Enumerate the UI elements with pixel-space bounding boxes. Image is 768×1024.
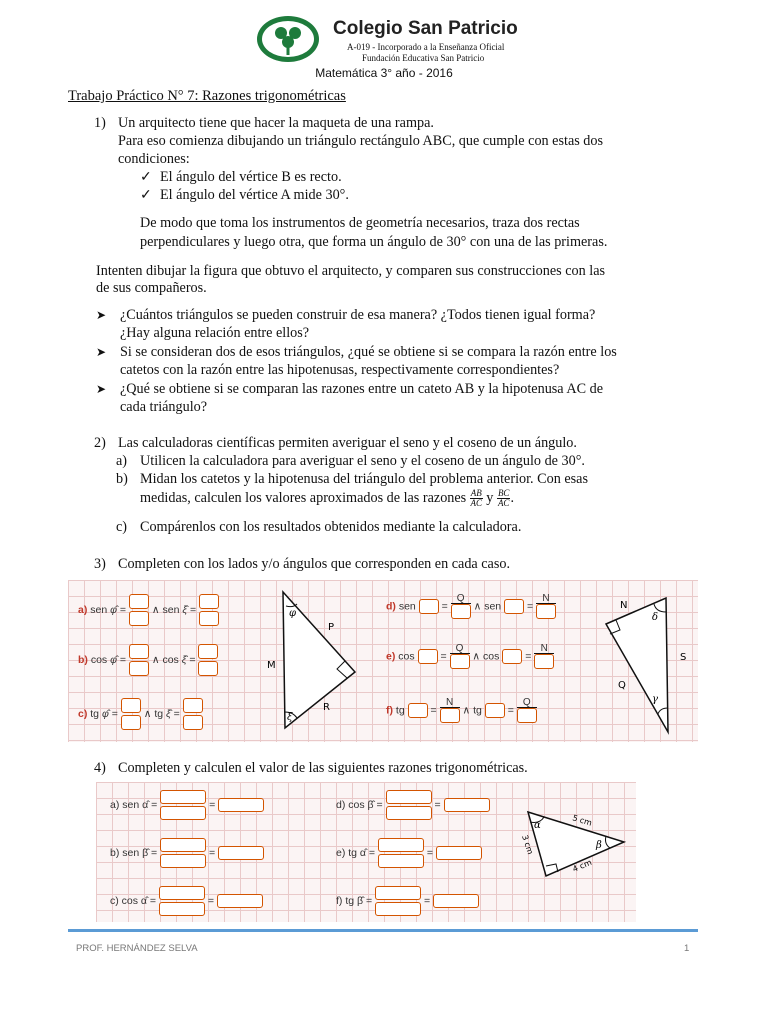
q1-intro2: de sus compañeros. xyxy=(96,280,207,296)
answer-box[interactable] xyxy=(375,902,421,916)
answer-box[interactable] xyxy=(129,661,149,676)
q1-line1: Un arquitecto tiene que hacer la maqueta de una rampa. xyxy=(118,115,434,131)
q4-row-a: a) sen α̂ = = xyxy=(110,790,264,820)
answer-box[interactable] xyxy=(440,708,460,723)
answer-box[interactable] xyxy=(183,715,203,730)
svg-text:N: N xyxy=(620,600,628,611)
q1-line2: Para eso comienza dibujando un triángulo rectángulo ABC, que cumple con estas dos xyxy=(118,133,604,149)
answer-box[interactable] xyxy=(375,886,421,900)
svg-text:ξ: ξ xyxy=(287,712,293,723)
exercise4-worksheet xyxy=(96,782,636,922)
answer-box[interactable] xyxy=(159,902,205,916)
q1-para2: perpendiculares y luego otra, que forma un ángulo de 30° con una de las primeras. xyxy=(140,234,608,250)
answer-box[interactable] xyxy=(159,886,205,900)
arrow-bullet-icon: ➤ xyxy=(96,345,107,359)
answer-box[interactable] xyxy=(217,894,263,908)
fraction-bc-ac: $\frac{BC}{AC}$ xyxy=(497,488,510,508)
q1-para1: De modo que toma los instrumentos de geometría necesarios, traza dos rectas xyxy=(140,215,580,231)
answer-box[interactable] xyxy=(160,838,206,852)
arrow-bullet-icon: ➤ xyxy=(96,382,107,396)
svg-text:Q: Q xyxy=(618,680,626,691)
answer-box[interactable] xyxy=(419,599,439,614)
answer-box[interactable] xyxy=(160,790,206,804)
triangle-alpha-beta-diagram xyxy=(516,802,631,884)
svg-text:P: P xyxy=(328,622,335,633)
answer-box[interactable] xyxy=(218,846,264,860)
answer-box[interactable] xyxy=(378,838,424,852)
page-title: Trabajo Práctico N° 7: Razones trigonométricas xyxy=(68,88,346,104)
answer-box[interactable] xyxy=(451,604,471,619)
answer-box[interactable] xyxy=(160,854,206,868)
q1-bullet3a: ¿Qué se obtiene si se comparan las razones entre un cateto AB y la hipotenusa AC de xyxy=(120,381,604,397)
exercise3-worksheet xyxy=(68,580,698,742)
answer-box[interactable] xyxy=(433,894,479,908)
answer-box[interactable] xyxy=(129,611,149,626)
q1-bullet3b: cada triángulo? xyxy=(120,399,208,415)
q2-b-y: y xyxy=(486,489,494,506)
svg-text:δ: δ xyxy=(652,612,659,623)
answer-box[interactable] xyxy=(436,846,482,860)
answer-box[interactable] xyxy=(378,854,424,868)
school-name: Colegio San Patricio xyxy=(333,18,518,39)
q4-row-b: b) sen β̂ = = xyxy=(110,838,264,868)
svg-text:γ: γ xyxy=(652,694,658,705)
page-number: 1 xyxy=(684,943,690,954)
q1-bullet2b: catetos con la razón entre las hipotenusas, respectivamente correspondientes? xyxy=(120,362,560,378)
answer-box[interactable] xyxy=(386,806,432,820)
check-icon: ✓ xyxy=(140,187,152,203)
answer-box[interactable] xyxy=(517,708,537,723)
q1-check2: El ángulo del vértice A mide 30°. xyxy=(160,187,349,203)
answer-box[interactable] xyxy=(160,806,206,820)
answer-box[interactable] xyxy=(121,698,141,713)
q3-row-c: c) tg φ̂ = ∧ tg ξ̂ = xyxy=(78,698,203,730)
fraction-ab-ac: $\frac{AB}{AC}$ xyxy=(470,488,482,508)
svg-text:α: α xyxy=(534,820,541,831)
q1-bullet1b: ¿Hay alguna relación entre ellos? xyxy=(120,325,310,341)
q2-b-text2-row: medidas, calculen los valores aproximados de las razones $\frac{AB}{AC}$ y $\frac{BC}{AC}$ . xyxy=(140,488,514,508)
q2-a-number: a) xyxy=(116,453,128,469)
triangle-phi-xi-diagram xyxy=(267,588,363,733)
q3-number: 3) xyxy=(94,556,106,572)
q3-row-d: d) sen = Q ∧ sen = N xyxy=(386,594,556,619)
triangle-delta-gamma-diagram xyxy=(598,590,693,735)
q2-c-text: Compárenlos con los resultados obtenidos mediante la calculadora. xyxy=(140,519,522,535)
q1-line3: condiciones: xyxy=(118,151,190,167)
answer-box[interactable] xyxy=(198,644,218,659)
school-line2: Fundación Educativa San Patricio xyxy=(362,53,485,63)
svg-text:5 cm: 5 cm xyxy=(571,813,594,828)
q2-number: 2) xyxy=(94,435,106,451)
q4-row-d: d) cos β̂ = = xyxy=(336,790,490,820)
svg-text:S: S xyxy=(680,652,687,663)
answer-box[interactable] xyxy=(534,654,554,669)
q4-text: Completen y calculen el valor de las siguientes razones trigonométricas. xyxy=(118,760,528,776)
footer-divider xyxy=(68,929,698,932)
svg-text:3 cm: 3 cm xyxy=(520,833,535,856)
svg-text:M: M xyxy=(267,660,276,671)
q3-text: Completen con los lados y/o ángulos que corresponden en cada caso. xyxy=(118,556,511,572)
answer-box[interactable] xyxy=(536,604,556,619)
q2-line1: Las calculadoras científicas permiten averiguar el seno y el coseno de un ángulo. xyxy=(118,435,577,451)
footer-author: PROF. HERNÁNDEZ SELVA xyxy=(76,943,198,954)
q4-row-f: f) tg β̂ = = xyxy=(336,886,479,916)
q1-intro1: Intenten dibujar la figura que obtuvo el arquitecto, y comparen sus construcciones con las xyxy=(96,263,606,279)
q3-row-f: f) tg = N ∧ tg = Q xyxy=(386,698,537,723)
answer-box[interactable] xyxy=(408,703,428,718)
answer-box[interactable] xyxy=(504,599,524,614)
answer-box[interactable] xyxy=(386,790,432,804)
q3-row-e: e) cos = Q ∧ cos = N xyxy=(386,644,554,669)
arrow-bullet-icon: ➤ xyxy=(96,308,107,322)
svg-text:β: β xyxy=(596,840,602,851)
q1-bullet2a: Si se consideran dos de esos triángulos, ¿qué se obtiene si se compara la razón entre los xyxy=(120,344,617,360)
check-icon: ✓ xyxy=(140,169,152,185)
q4-number: 4) xyxy=(94,760,106,776)
answer-box[interactable] xyxy=(198,661,218,676)
svg-text:R: R xyxy=(323,702,330,713)
q4-row-c: c) cos α̂ = = xyxy=(110,886,263,916)
answer-box[interactable] xyxy=(121,715,141,730)
q3-row-a: a) sen φ̂ = ∧ sen ξ̂ = xyxy=(78,594,219,626)
answer-box[interactable] xyxy=(183,698,203,713)
answer-box[interactable] xyxy=(418,649,438,664)
q2-b-text1: Midan los catetos y la hipotenusa del triángulo del problema anterior. Con esas xyxy=(140,471,588,487)
answer-box[interactable] xyxy=(502,649,522,664)
q1-check1: El ángulo del vértice B es recto. xyxy=(160,169,342,185)
school-logo xyxy=(255,14,321,64)
svg-text:φ: φ xyxy=(289,608,297,619)
q2-b-text2: medidas, calculen los valores aproximados de las razones xyxy=(140,489,467,506)
q1-bullet1a: ¿Cuántos triángulos se pueden construir de esa manera? ¿Todos tienen igual forma? xyxy=(120,307,596,323)
answer-box[interactable] xyxy=(129,594,149,609)
answer-box[interactable] xyxy=(444,798,490,812)
school-line1: A-019 - Incorporado a la Enseñanza Oficial xyxy=(347,42,505,52)
q1-number: 1) xyxy=(94,115,106,131)
answer-box[interactable] xyxy=(450,654,470,669)
svg-text:4 cm: 4 cm xyxy=(571,857,594,874)
subject-line: Matemática 3° año - 2016 xyxy=(315,66,453,80)
q2-b-number: b) xyxy=(116,471,128,487)
answer-box[interactable] xyxy=(485,703,505,718)
answer-box[interactable] xyxy=(129,644,149,659)
answer-box[interactable] xyxy=(199,611,219,626)
q2-a-text: Utilicen la calculadora para averiguar el seno y el coseno de un ángulo de 30°. xyxy=(140,453,585,469)
answer-box[interactable] xyxy=(218,798,264,812)
q2-c-number: c) xyxy=(116,519,128,535)
answer-box[interactable] xyxy=(199,594,219,609)
q3-row-b: b) cos φ̂ = ∧ cos ξ̂ = xyxy=(78,644,218,676)
q4-row-e: e) tg α̂ = = xyxy=(336,838,482,868)
